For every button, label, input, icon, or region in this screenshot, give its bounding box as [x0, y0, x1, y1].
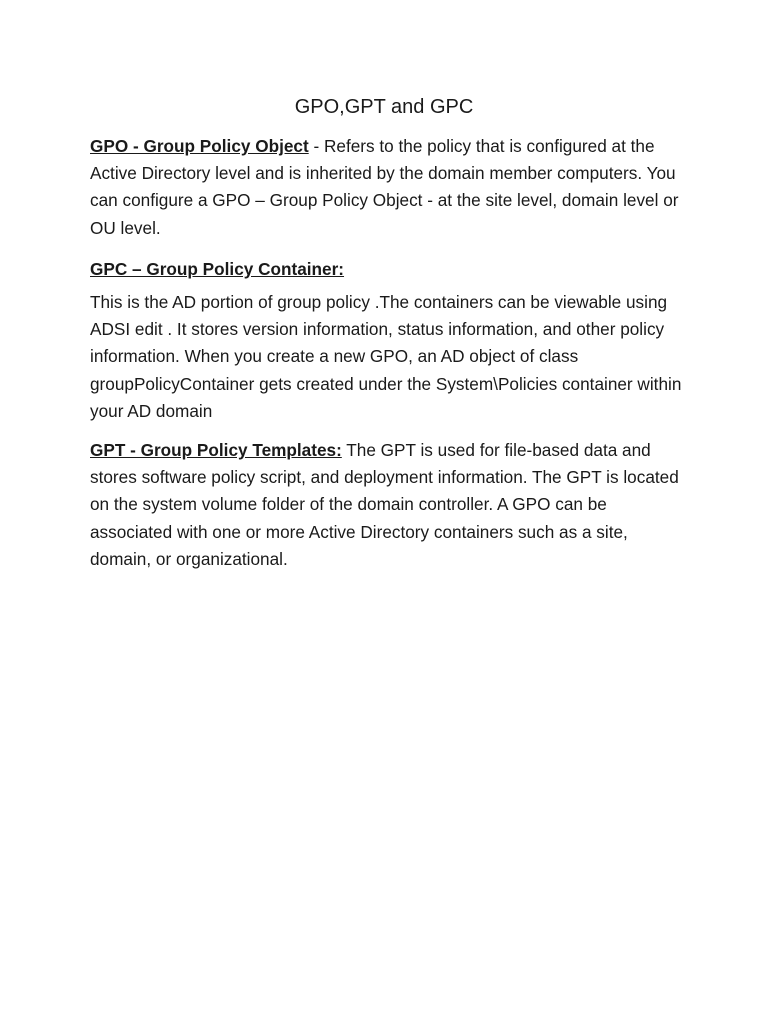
gpc-heading — [90, 256, 690, 283]
document-title: GPO,GPT and GPC — [294, 96, 474, 118]
gpo-term: GPO - Group Policy Object — [90, 136, 309, 156]
gpt-paragraph — [90, 437, 690, 573]
gpt-definition: The GPT is used for file-based data and stores software policy script, and deployment information. The GPT is located on the system volume folder of the domain controller. A GPO can be associated with one or more Active Directory containers such as a site, domain, or organizational. — [90, 440, 679, 569]
gpt-term: GPT - Group Policy Templates: — [90, 440, 342, 460]
gpo-definition: - Refers to the policy that is configured at the Active Directory level and is inherited by the domain member computers. You can configure a GPO – Group Policy Object - at the site level, domain level or OU level. — [90, 136, 679, 238]
gpc-paragraph — [90, 289, 690, 425]
gpo-paragraph — [90, 133, 690, 242]
gpc-definition: This is the AD portion of group policy .The containers can be viewable using ADSI edit . It stores version information, status information, and other policy information. When you create a new GPO, an AD object of class groupPolicyContainer gets created under the System\Policies container within your AD domain — [90, 292, 682, 421]
gpc-term: GPC – Group Policy Container: — [90, 259, 345, 279]
